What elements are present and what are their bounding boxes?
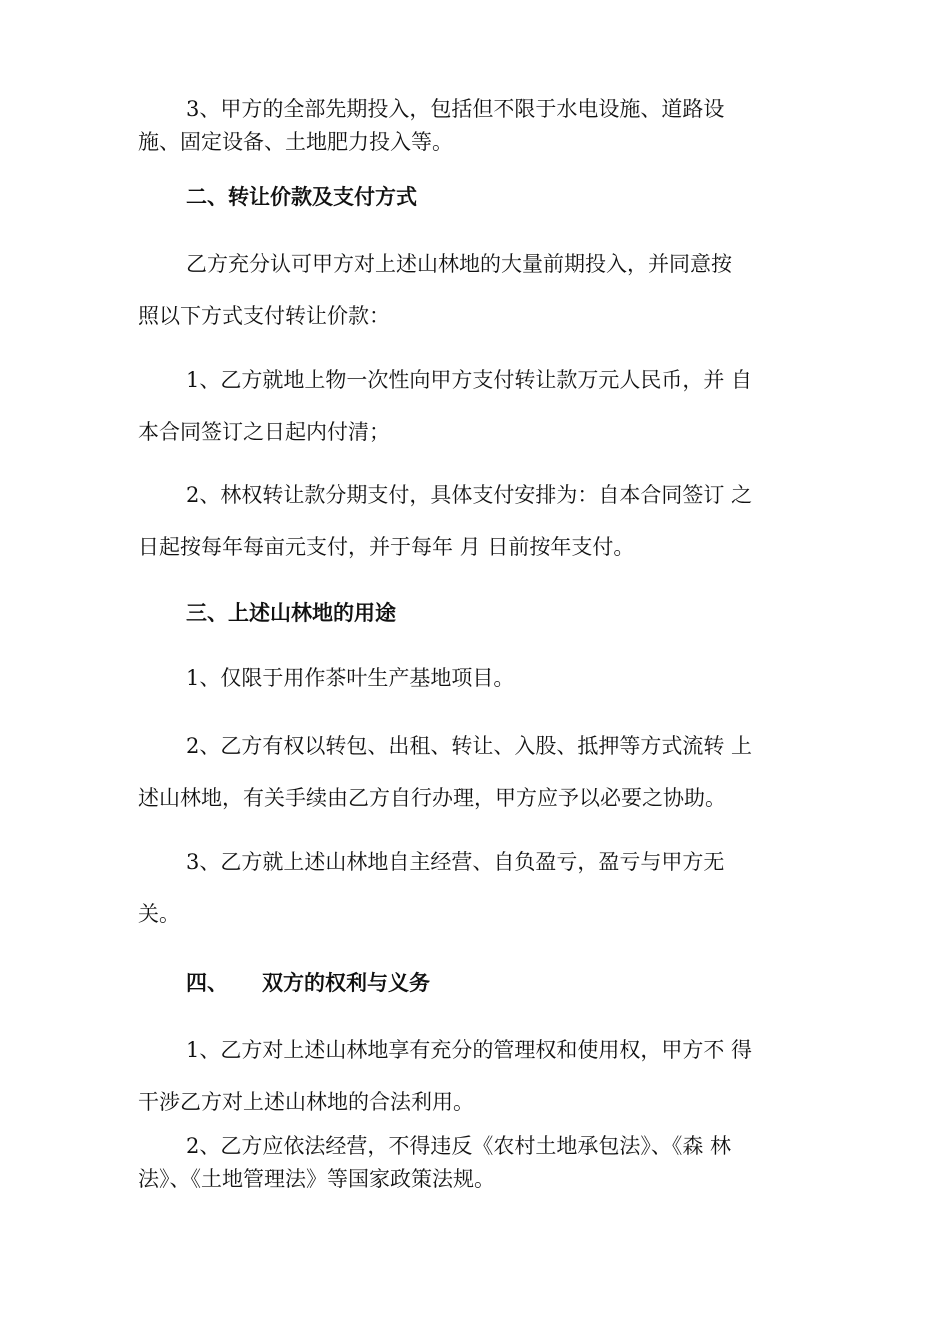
section4-item1-line2: 干涉乙方对上述山林地的合法利用。 bbox=[138, 1090, 474, 1114]
section1-item3 bbox=[138, 93, 828, 159]
section2-item1-line1: 1、乙方就地上物一次性向甲方支付转让款万元人民币，并 自 bbox=[186, 368, 753, 392]
section2-item2 bbox=[138, 469, 828, 573]
section3-item1 bbox=[138, 662, 828, 695]
section2-intro bbox=[138, 238, 828, 342]
section3-item2-line1: 2、乙方有权以转包、出租、转让、入股、抵押等方式流转 上 bbox=[186, 734, 753, 758]
section4-item1 bbox=[138, 1024, 828, 1128]
section3-item3-line2: 关。 bbox=[138, 902, 180, 926]
section4-item2-line1: 2、乙方应依法经营，不得违反《农村土地承包法》、《森 林 bbox=[186, 1134, 732, 1158]
section4-heading-number: 四、 bbox=[186, 970, 228, 995]
section2-intro-line2: 照以下方式支付转让价款： bbox=[138, 304, 390, 328]
section3-item3 bbox=[138, 836, 828, 940]
section2-item1 bbox=[138, 354, 828, 458]
section1-item3-line2: 施、固定设备、土地肥力投入等。 bbox=[138, 130, 453, 154]
section2-item2-line2: 日起按每年每亩元支付，并于每年 月 日前按年支付。 bbox=[138, 535, 635, 559]
section1-item3-line1: 3、甲方的全部先期投入，包括但不限于水电设施、道路设 bbox=[186, 97, 725, 121]
section4-item2 bbox=[138, 1130, 828, 1196]
section3-item3-line1: 3、乙方就上述山林地自主经营、自负盈亏，盈亏与甲方无 bbox=[186, 850, 725, 874]
section3-heading: 三、上述山林地的用途 bbox=[186, 600, 396, 625]
section3-item1-line1: 1、仅限于用作茶叶生产基地项目。 bbox=[186, 666, 515, 690]
section4-heading-text: 双方的权利与义务 bbox=[262, 970, 430, 995]
section2-heading: 二、转让价款及支付方式 bbox=[186, 184, 417, 209]
section2-item2-line1: 2、林权转让款分期支付，具体支付安排为：自本合同签订 之 bbox=[186, 483, 753, 507]
section3-item2-line2: 述山林地，有关手续由乙方自行办理，甲方应予以必要之协助。 bbox=[138, 786, 726, 810]
section4-item2-line2: 法》、《土地管理法》等国家政策法规。 bbox=[138, 1167, 495, 1191]
section4-item1-line1: 1、乙方对上述山林地享有充分的管理权和使用权，甲方不 得 bbox=[186, 1038, 753, 1062]
section2-intro-line1: 乙方充分认可甲方对上述山林地的大量前期投入，并同意按 bbox=[186, 252, 732, 276]
section3-item2 bbox=[138, 720, 828, 824]
section4-heading bbox=[186, 966, 430, 999]
section2-item1-line2: 本合同签订之日起内付清； bbox=[138, 420, 390, 444]
